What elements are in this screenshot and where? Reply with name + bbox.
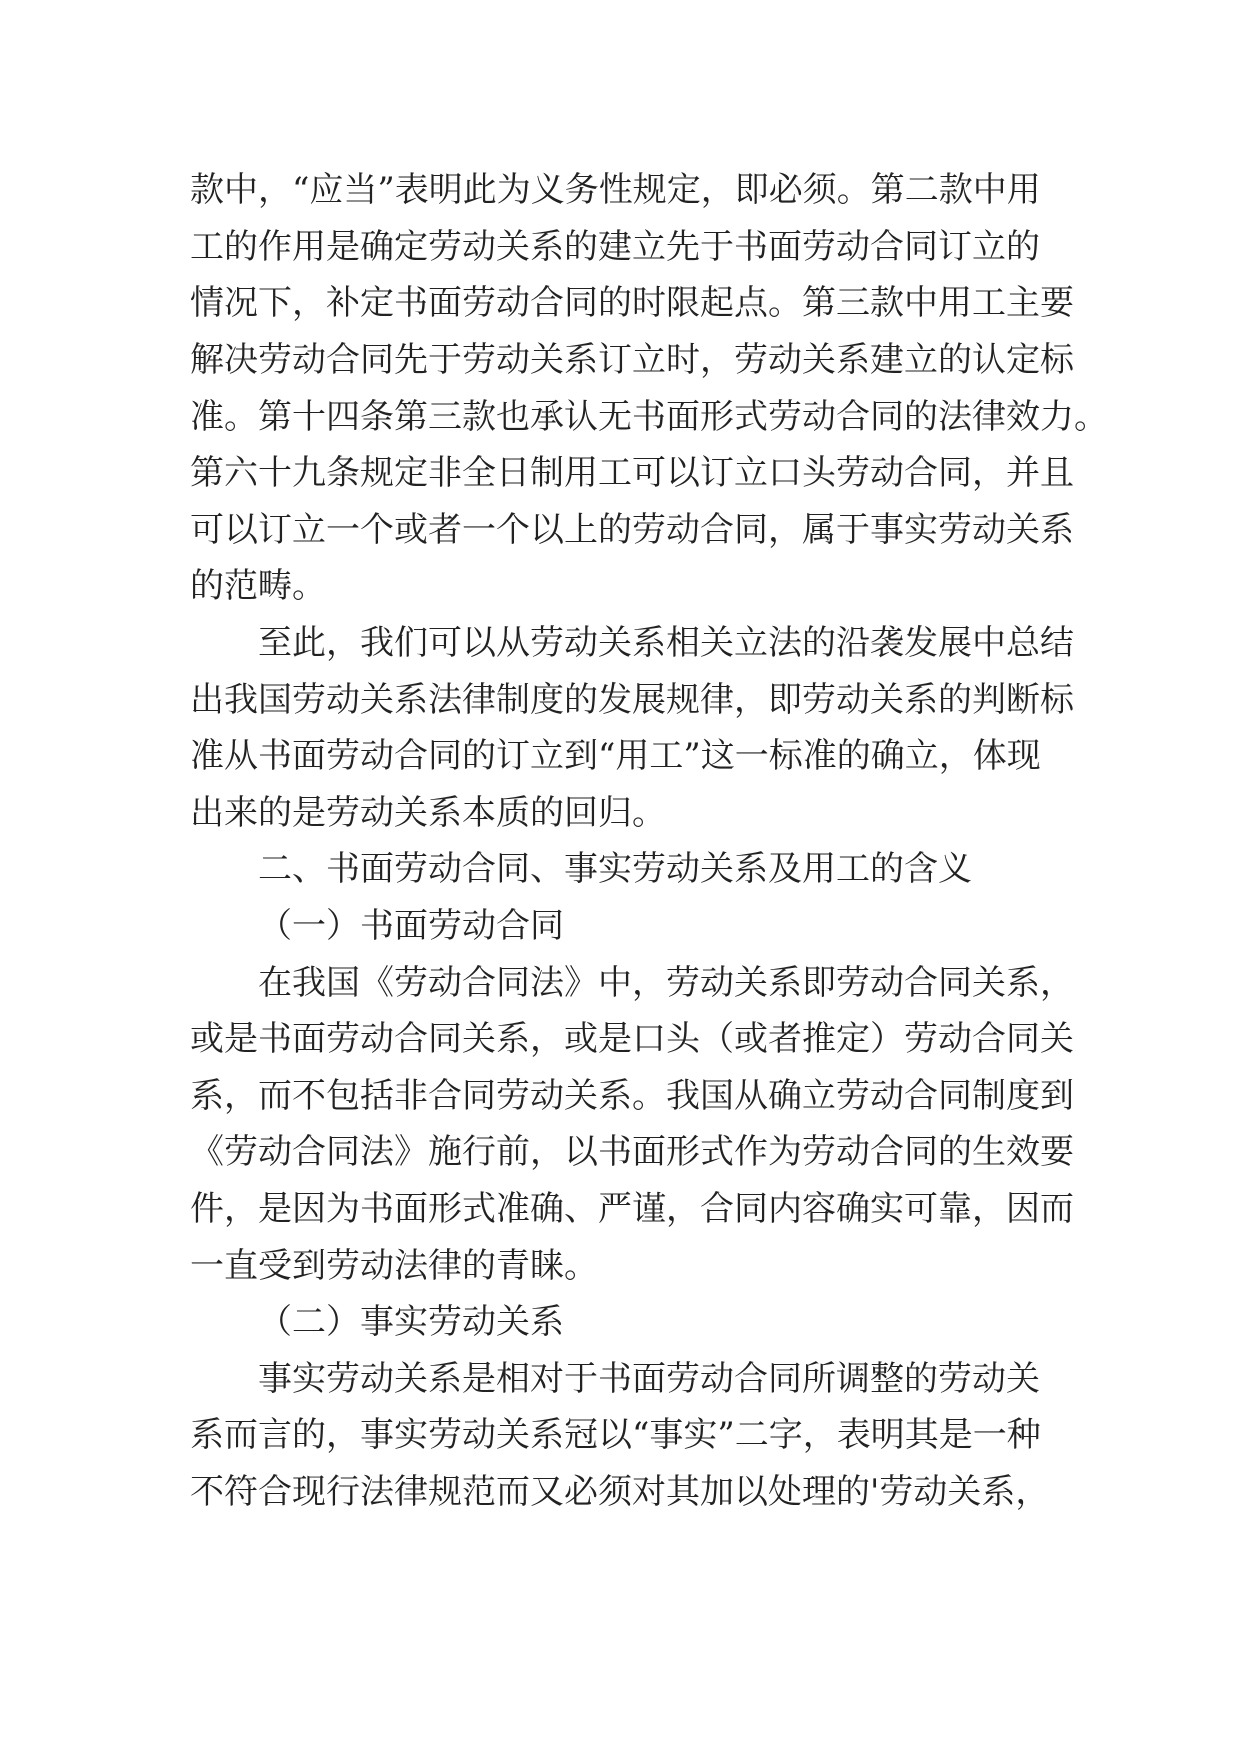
paragraph-line: 《劳动合同法》施行前，以书面形式作为劳动合同的生效要 [190,1132,1074,1172]
paragraph-first-line: 在我国《劳动合同法》中，劳动关系即劳动合同关系， [258,963,1074,1003]
paragraph-line: 出来的是劳动关系本质的回归。 [190,793,666,833]
paragraph-line: 情况下，补定书面劳动合同的时限起点。第三款中用工主要 [190,283,1074,323]
paragraph-line: 款中，“应当”表明此为义务性规定，即必须。第二款中用 [190,170,1041,210]
paragraph-first-line: 事实劳动关系是相对于书面劳动合同所调整的劳动关 [258,1359,1040,1399]
paragraph-line: 或是书面劳动合同关系，或是口头（或者推定）劳动合同关 [190,1019,1074,1059]
paragraph-line: 第六十九条规定非全日制用工可以订立口头劳动合同，并且 [190,453,1074,493]
paragraph-line: 解决劳动合同先于劳动关系订立时，劳动关系建立的认定标 [190,340,1074,380]
paragraph-line: 的范畴。 [190,566,326,606]
paragraph-line: 工的作用是确定劳动关系的建立先于书面劳动合同订立的 [190,227,1040,267]
paragraph-line: 一直受到劳动法律的青睐。 [190,1246,598,1286]
paragraph-line: 出我国劳动关系法律制度的发展规律，即劳动关系的判断标 [190,680,1074,720]
paragraph-line: 件，是因为书面形式准确、严谨，合同内容确实可靠，因而 [190,1189,1074,1229]
subsection-heading: （一）书面劳动合同 [258,906,564,946]
paragraph-line: 可以订立一个或者一个以上的劳动合同，属于事实劳动关系 [190,510,1074,550]
paragraph-first-line: 至此，我们可以从劳动关系相关立法的沿袭发展中总结 [258,623,1074,663]
paragraph-line: 不符合现行法律规范而又必须对其加以处理的'劳动关系， [190,1472,1050,1512]
paragraph-line: 系，而不包括非合同劳动关系。我国从确立劳动合同制度到 [190,1076,1074,1116]
paragraph-line: 系而言的，事实劳动关系冠以“事实”二字，表明其是一种 [190,1415,1041,1455]
section-heading: 二、书面劳动合同、事实劳动关系及用工的含义 [258,849,972,889]
paragraph-line: 准。第十四条第三款也承认无书面形式劳动合同的法律效力。 [190,397,1108,437]
paragraph-line: 准从书面劳动合同的订立到“用工”这一标准的确立，体现 [190,736,1041,776]
subsection-heading: （二）事实劳动关系 [258,1302,564,1342]
